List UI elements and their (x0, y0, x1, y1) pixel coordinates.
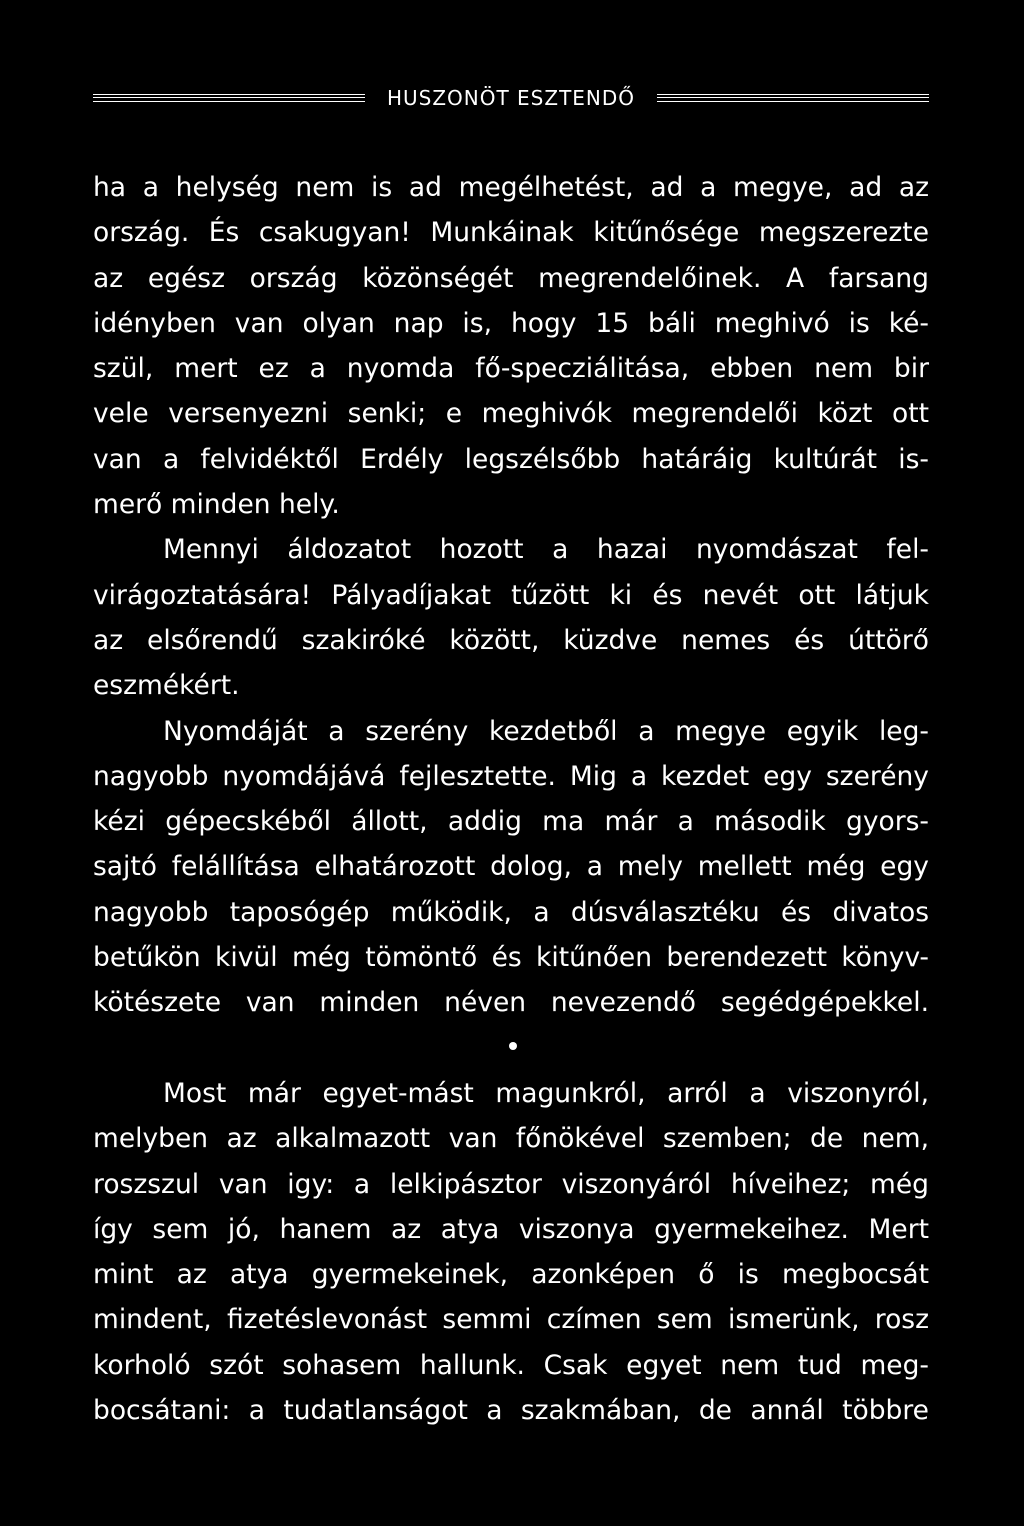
header-title: HUSZONÖT ESZTENDŐ (386, 86, 636, 110)
body-text (93, 165, 929, 1433)
header-rule-left (93, 94, 365, 102)
text-line: ország. És csakugyan! Munkáinak kitűnősége megszerezte (93, 217, 929, 249)
section-divider (93, 1026, 929, 1071)
text-line: sajtó felállítása elhatározott dolog, a mely mellett még egy (93, 851, 929, 883)
text-line: nagyobb taposógép működik, a dúsválasztéku és divatos (93, 896, 929, 928)
text-line: eszmékért. (93, 670, 240, 702)
text-line: kézi gépecskéből állott, addig ma már a második gyors- (93, 806, 929, 838)
text-line: mint az atya gyermekeinek, azonképen ő is megbocsát (93, 1259, 929, 1291)
text-line: Mennyi áldozatot hozott a hazai nyomdászat fel- (163, 534, 929, 566)
text-line: korholó szót sohasem hallunk. Csak egyet nem tud meg- (93, 1349, 929, 1381)
text-line: merő minden hely. (93, 489, 340, 521)
text-line: roszszul van igy: a lelkipásztor viszonyáról híveihez; még (93, 1168, 929, 1200)
text-line: virágoztatására! Pályadíjakat tűzött ki és nevét ott látjuk (93, 579, 929, 611)
text-line: az elsőrendű szakiróké között, küzdve nemes és úttörő (93, 624, 929, 656)
header-rule-right (657, 94, 929, 102)
text-line: mindent, fizetéslevonást semmi czímen sem ismerünk, rosz (93, 1304, 929, 1336)
text-line: az egész ország közönségét megrendelőinek. A farsang (93, 262, 929, 294)
text-line: kötészete van minden néven nevezendő segédgépekkel. (93, 987, 929, 1019)
text-line: vele versenyezni senki; e meghivók megrendelői közt ott (93, 398, 929, 430)
text-line: Nyomdáját a szerény kezdetből a megye egyik leg- (163, 715, 929, 747)
running-header (93, 84, 929, 112)
text-line: szül, mert ez a nyomda fő-specziálitása, ebben nem bir (93, 353, 929, 385)
dot-ornament-icon (509, 1042, 517, 1050)
text-line: nagyobb nyomdájává fejlesztette. Mig a kezdet egy szerény (93, 760, 929, 792)
text-line: így sem jó, hanem az atya viszonya gyermekeihez. Mert (93, 1213, 929, 1245)
text-line: bocsátani: a tudatlanságot a szakmában, de annál többre (93, 1395, 929, 1427)
text-line: melyben az alkalmazott van főnökével szemben; de nem, (93, 1123, 929, 1155)
text-line: idényben van olyan nap is, hogy 15 báli meghivó is ké- (93, 307, 929, 339)
text-line: betűkön kivül még tömöntő és kitűnően berendezett könyv- (93, 942, 929, 974)
text-line: ha a helység nem is ad megélhetést, ad a megye, ad az (93, 172, 929, 203)
text-line: van a felvidéktől Erdély legszélsőbb határáig kultúrát is- (93, 443, 929, 475)
text-line: Most már egyet-mást magunkról, arról a viszonyról, (163, 1077, 929, 1109)
